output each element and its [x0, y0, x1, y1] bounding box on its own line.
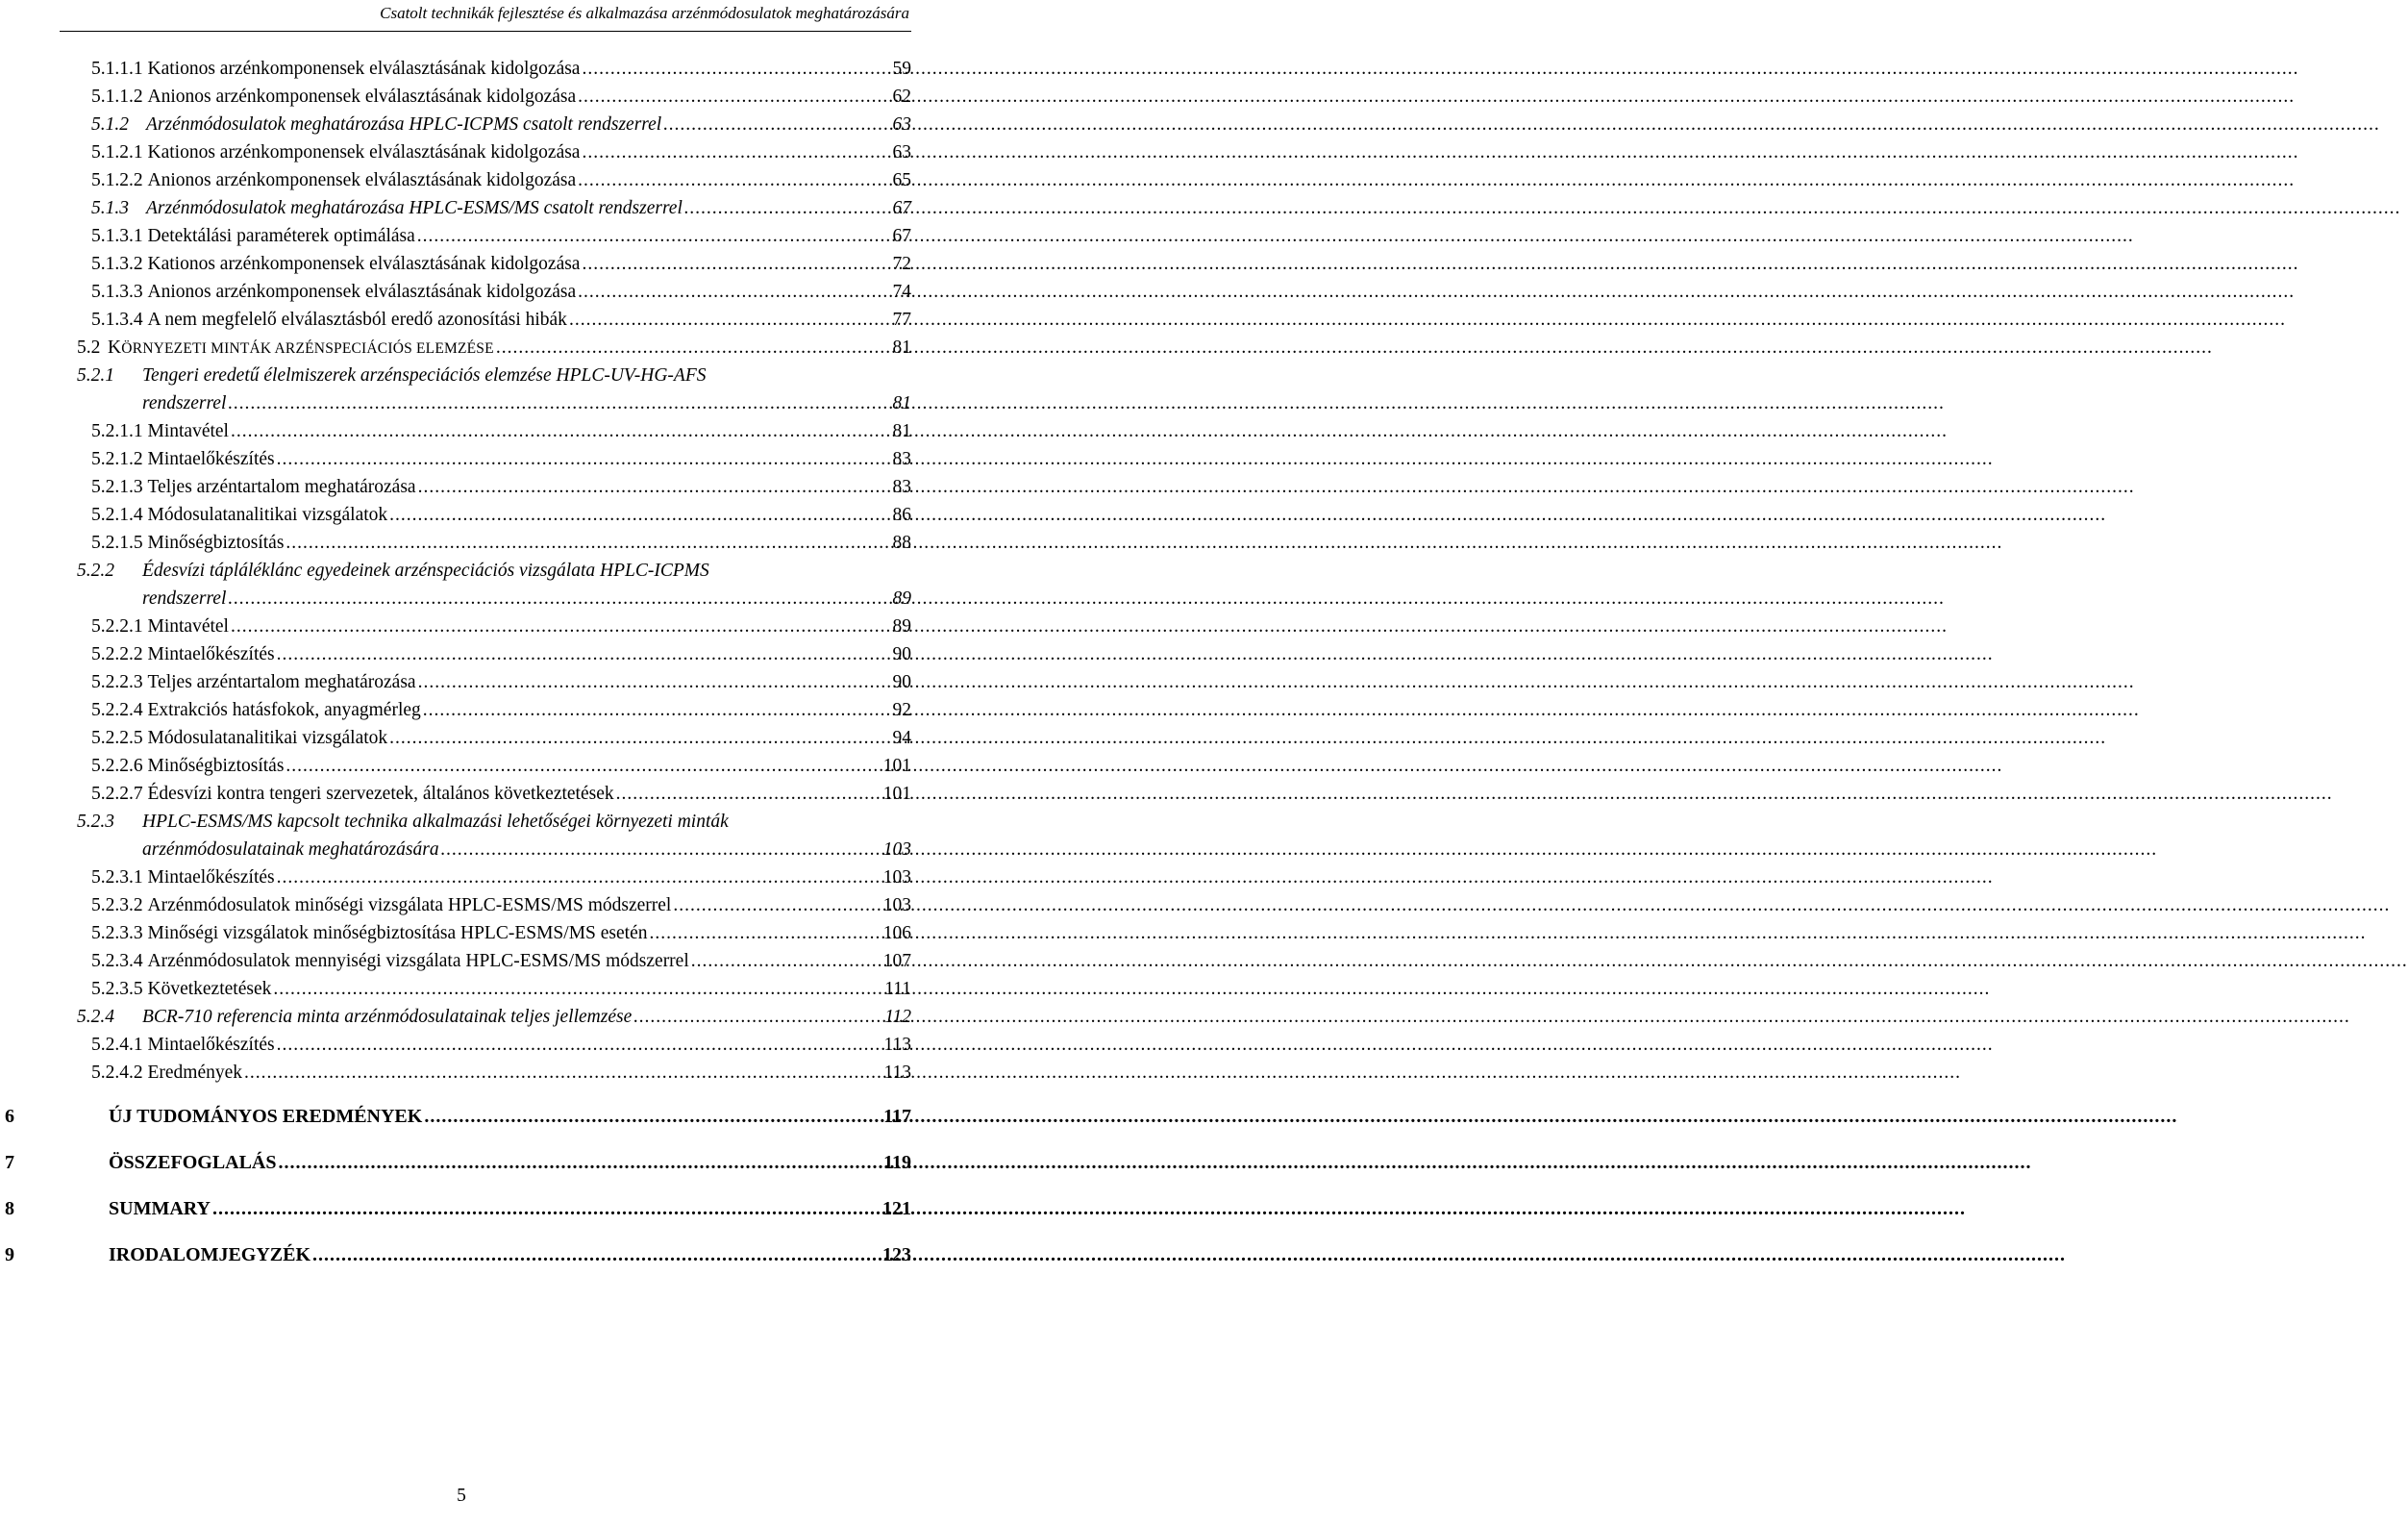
- dot-leader: [616, 782, 881, 807]
- toc-title: Módosulatanalitikai vizsgálatok: [147, 505, 388, 525]
- toc-number: 5.2.2.1: [91, 616, 143, 637]
- toc-title: Arzénmódosulatok mennyiségi vizsgálata HPLC-ESMS/MS módszerrel: [147, 951, 689, 971]
- toc-number: 5.1.3.3: [91, 282, 143, 302]
- dot-leader: [231, 614, 891, 639]
- dot-leader: [673, 893, 881, 918]
- dot-leader: [418, 475, 891, 500]
- toc-page: 88: [892, 533, 911, 553]
- toc-page: 90: [892, 672, 911, 692]
- dot-leader: [228, 391, 890, 416]
- dot-leader: [663, 113, 890, 138]
- toc-title: Édesvízi tápláléklánc egyedeinek arzénspeciációs vizsgálata HPLC-ICPMS: [142, 561, 709, 581]
- toc-entry[interactable]: [77, 559, 911, 584]
- dot-leader: [633, 1005, 882, 1030]
- toc-title: Anionos arzénkomponensek elválasztásának kidolgozása: [147, 87, 577, 107]
- dot-leader: [684, 196, 891, 221]
- toc-page: 111: [884, 979, 911, 999]
- toc-chapter-title: ÖSSZEFOGLALÁS: [109, 1152, 277, 1173]
- toc-entry[interactable]: [91, 698, 911, 723]
- toc-chapter-entry[interactable]: [109, 1242, 911, 1267]
- toc-page: 119: [883, 1152, 911, 1173]
- toc-chapter-title: SUMMARY: [109, 1198, 211, 1219]
- toc-title-continued: arzénmódosulatainak meghatározására: [142, 839, 439, 860]
- toc-title: Arzénmódosulatok meghatározása HPLC-ESMS/MS csatolt rendszerrel: [146, 198, 683, 218]
- toc-page: 65: [892, 170, 911, 190]
- toc-title: Arzénmódosulatok minőségi vizsgálata HPLC-ESMS/MS módszerrel: [147, 895, 672, 915]
- dot-leader: [285, 754, 881, 779]
- dot-leader: [423, 698, 891, 723]
- toc-page: 90: [892, 644, 911, 664]
- toc-title: Módosulatanalitikai vizsgálatok: [147, 728, 388, 748]
- toc-number: 5.2.1.2: [91, 449, 143, 469]
- toc-page: 106: [882, 923, 911, 943]
- toc-number: 5.2.2.7: [91, 784, 143, 804]
- dot-leader: [582, 140, 890, 165]
- chapter-number: 6: [5, 1106, 14, 1127]
- page-number: 5: [457, 1486, 466, 1506]
- toc-page: 81: [892, 421, 911, 441]
- toc-page: 112: [884, 1007, 911, 1027]
- toc-number: 5.1.2.1: [91, 142, 143, 163]
- toc-title: Teljes arzéntartalom meghatározása: [147, 672, 416, 692]
- toc-page: 74: [892, 282, 911, 302]
- toc-chapter-title: IRODALOMJEGYZÉK: [109, 1244, 311, 1265]
- toc-entry[interactable]: [91, 57, 911, 82]
- toc-chapter-entry[interactable]: [109, 1196, 911, 1221]
- toc-title: Kationos arzénkomponensek elválasztásának kidolgozása: [147, 59, 581, 79]
- toc-page: 83: [892, 449, 911, 469]
- toc-entry[interactable]: [91, 140, 911, 165]
- toc-chapter-entry[interactable]: [109, 1104, 911, 1129]
- dot-leader: [231, 419, 891, 444]
- toc-number: 5.1.3.2: [91, 254, 143, 274]
- toc-title: KÖRNYEZETI MINTÁK ARZÉNSPECIÁCIÓS ELEMZÉSE: [108, 338, 494, 358]
- toc-entry[interactable]: [91, 754, 911, 779]
- toc-number: 5.1.2.2: [91, 170, 143, 190]
- toc-page: 77: [892, 310, 911, 330]
- toc-number: 5.2.4.1: [91, 1035, 143, 1055]
- toc-entry[interactable]: [91, 475, 911, 500]
- dot-leader: [285, 531, 890, 556]
- toc-entry[interactable]: [91, 252, 911, 277]
- toc-title-continued: rendszerrel: [142, 393, 227, 413]
- toc-entry[interactable]: [91, 85, 911, 110]
- toc-page: 101: [882, 784, 911, 804]
- toc-title: BCR-710 referencia minta arzénmódosulatainak teljes jellemzése: [142, 1007, 633, 1027]
- dot-leader: [277, 865, 881, 890]
- toc-entry[interactable]: [77, 810, 911, 835]
- toc-number: 5.2.2.3: [91, 672, 143, 692]
- dot-leader: [277, 1033, 882, 1058]
- toc-page: 89: [892, 588, 911, 609]
- toc-entry[interactable]: [91, 531, 911, 556]
- toc-entry-continuation[interactable]: [142, 838, 911, 863]
- toc-page: 67: [892, 198, 911, 218]
- toc-title: Mintavétel: [147, 616, 229, 637]
- dot-leader: [418, 670, 891, 695]
- dot-leader: [441, 838, 881, 863]
- dot-leader: [578, 168, 890, 193]
- toc-page: 103: [882, 867, 911, 888]
- toc-title: Detektálási paraméterek optimálása: [147, 226, 415, 246]
- toc-entry-continuation[interactable]: [142, 587, 911, 612]
- dot-leader: [389, 503, 890, 528]
- dot-leader: [691, 949, 881, 974]
- toc-number: 5.2.1.3: [91, 477, 143, 497]
- dot-leader: [578, 280, 890, 305]
- dot-leader: [312, 1242, 881, 1267]
- toc-title-continued: rendszerrel: [142, 588, 227, 609]
- toc-entry[interactable]: [91, 865, 911, 890]
- toc-entry[interactable]: [77, 336, 911, 361]
- dot-leader: [277, 447, 891, 472]
- dot-leader: [244, 1061, 881, 1086]
- dot-leader: [496, 336, 891, 361]
- toc-title: Mintaelőkészítés: [147, 449, 275, 469]
- toc-title: Kationos arzénkomponensek elválasztásának kidolgozása: [147, 254, 581, 274]
- toc-title: A nem megfelelő elválasztásból eredő azonosítási hibák: [147, 310, 567, 330]
- toc-page: 59: [892, 59, 911, 79]
- toc-chapter-title: ÚJ TUDOMÁNYOS EREDMÉNYEK: [109, 1106, 423, 1127]
- dot-leader: [649, 921, 881, 946]
- dot-leader: [212, 1196, 881, 1221]
- toc-page: 67: [892, 226, 911, 246]
- toc-title: Minőségi vizsgálatok minőségbiztosítása HPLC-ESMS/MS esetén: [147, 923, 648, 943]
- dot-leader: [424, 1104, 881, 1129]
- toc-entry[interactable]: [91, 642, 911, 667]
- dot-leader: [582, 252, 890, 277]
- toc-entry[interactable]: [91, 280, 911, 305]
- toc-entry[interactable]: [91, 782, 911, 807]
- toc-title: Extrakciós hatásfokok, anyagmérleg: [147, 700, 421, 720]
- toc-number: 5.2.2.4: [91, 700, 143, 720]
- header-rule: [60, 31, 911, 32]
- toc-entry[interactable]: [91, 419, 911, 444]
- toc-entry[interactable]: [91, 1033, 911, 1058]
- toc-number: 5.2.3.5: [91, 979, 143, 999]
- toc-entry[interactable]: [91, 113, 911, 138]
- toc-number: 5.2.2.5: [91, 728, 143, 748]
- dot-leader: [569, 308, 891, 333]
- toc-title: Minőségbiztosítás: [147, 533, 285, 553]
- toc-title: Eredmények: [147, 1063, 243, 1083]
- toc-number: 5.2.3.2: [91, 895, 143, 915]
- toc-number: 5.2.1.4: [91, 505, 143, 525]
- toc-page: 117: [883, 1106, 911, 1127]
- chapter-number: 9: [5, 1244, 14, 1265]
- toc-page: 92: [892, 700, 911, 720]
- toc-page: 103: [882, 895, 911, 915]
- toc-number: 5.2.4.2: [91, 1063, 143, 1083]
- toc-entry[interactable]: [77, 363, 911, 388]
- toc-page: 113: [883, 1035, 911, 1055]
- toc-number: 5.1.1.2: [91, 87, 143, 107]
- toc-entry[interactable]: [91, 1061, 911, 1086]
- toc-number: 5.2.1.1: [91, 421, 143, 441]
- toc-entry[interactable]: [77, 1005, 911, 1030]
- toc-title: Anionos arzénkomponensek elválasztásának kidolgozása: [147, 282, 577, 302]
- toc-title: Mintavétel: [147, 421, 229, 441]
- toc-page: 113: [883, 1063, 911, 1083]
- dot-leader: [273, 977, 882, 1002]
- dot-leader: [228, 587, 890, 612]
- toc-page: 101: [882, 756, 911, 776]
- toc-title: Teljes arzéntartalom meghatározása: [147, 477, 416, 497]
- dot-leader: [279, 1150, 882, 1175]
- dot-leader: [417, 224, 891, 249]
- toc-number: 5.2.4: [77, 1007, 114, 1027]
- toc-page: 63: [892, 114, 911, 135]
- toc-page: 89: [892, 616, 911, 637]
- dot-leader: [277, 642, 891, 667]
- running-header: Csatolt technikák fejlesztése és alkalmazása arzénmódosulatok meghatározására: [380, 4, 909, 22]
- toc-title: Kationos arzénkomponensek elválasztásának kidolgozása: [147, 142, 581, 163]
- dot-leader: [578, 85, 890, 110]
- toc-number: 5.1.3.1: [91, 226, 143, 246]
- toc-title: Édesvízi kontra tengeri szervezetek, általános következtetések: [147, 784, 614, 804]
- toc-page: 72: [892, 254, 911, 274]
- toc-entry[interactable]: [91, 308, 911, 333]
- toc-entry[interactable]: [91, 168, 911, 193]
- dot-leader: [582, 57, 890, 82]
- toc-page: 83: [892, 477, 911, 497]
- toc-number: 5.2.2.2: [91, 644, 143, 664]
- toc-title: Minőségbiztosítás: [147, 756, 285, 776]
- toc-number: 5.2.2.6: [91, 756, 143, 776]
- toc-number: 5.2.3.4: [91, 951, 143, 971]
- toc-page: 81: [892, 393, 911, 413]
- toc-entry[interactable]: [91, 726, 911, 751]
- toc-entry[interactable]: [91, 921, 911, 946]
- chapter-number: 7: [5, 1152, 14, 1173]
- toc-page: 94: [892, 728, 911, 748]
- toc-title: Arzénmódosulatok meghatározása HPLC-ICPMS csatolt rendszerrel: [146, 114, 662, 135]
- toc-number: 5.1.1.1: [91, 59, 143, 79]
- toc-number: 5.2.3.3: [91, 923, 143, 943]
- toc-entry[interactable]: [91, 949, 911, 974]
- toc-page: 123: [882, 1244, 911, 1265]
- chapter-number: 8: [5, 1198, 14, 1219]
- toc-number: 5.2.3.1: [91, 867, 143, 888]
- toc-number: 5.2: [77, 338, 101, 358]
- toc-title: Következtetések: [147, 979, 272, 999]
- toc-page: 62: [892, 87, 911, 107]
- toc-page: 103: [882, 839, 911, 860]
- toc-entry[interactable]: [91, 503, 911, 528]
- toc-entry[interactable]: [91, 447, 911, 472]
- toc-title: HPLC-ESMS/MS kapcsolt technika alkalmazási lehetőségei környezeti minták: [142, 812, 729, 832]
- toc-title: Mintaelőkészítés: [147, 644, 275, 664]
- toc-title: Mintaelőkészítés: [147, 867, 275, 888]
- toc-title: Mintaelőkészítés: [147, 1035, 275, 1055]
- toc-entry[interactable]: [91, 196, 911, 221]
- toc-entry-continuation[interactable]: [142, 391, 911, 416]
- toc-entry[interactable]: [91, 977, 911, 1002]
- toc-entry[interactable]: [91, 893, 911, 918]
- toc-number: 5.2.1.5: [91, 533, 143, 553]
- toc-entry[interactable]: [91, 614, 911, 639]
- toc-title: Tengeri eredetű élelmiszerek arzénspeciációs elemzése HPLC-UV-HG-AFS: [142, 365, 707, 386]
- toc-page: 81: [892, 338, 911, 358]
- toc-number: 5.1.3.4: [91, 310, 143, 330]
- toc-number: 5.1.3: [91, 198, 129, 218]
- toc-chapter-entry[interactable]: [109, 1150, 911, 1175]
- toc-title: Anionos arzénkomponensek elválasztásának kidolgozása: [147, 170, 577, 190]
- toc-page: 86: [892, 505, 911, 525]
- toc-page: 121: [882, 1198, 911, 1219]
- toc-entry[interactable]: [91, 670, 911, 695]
- toc-number: 5.1.2: [91, 114, 129, 135]
- toc-number: 5.2.3: [77, 812, 114, 832]
- toc-number: 5.2.1: [77, 365, 114, 386]
- toc-number: 5.2.2: [77, 561, 114, 581]
- toc-entry[interactable]: [91, 224, 911, 249]
- toc-page: 107: [882, 951, 911, 971]
- toc-page: 63: [892, 142, 911, 163]
- dot-leader: [389, 726, 890, 751]
